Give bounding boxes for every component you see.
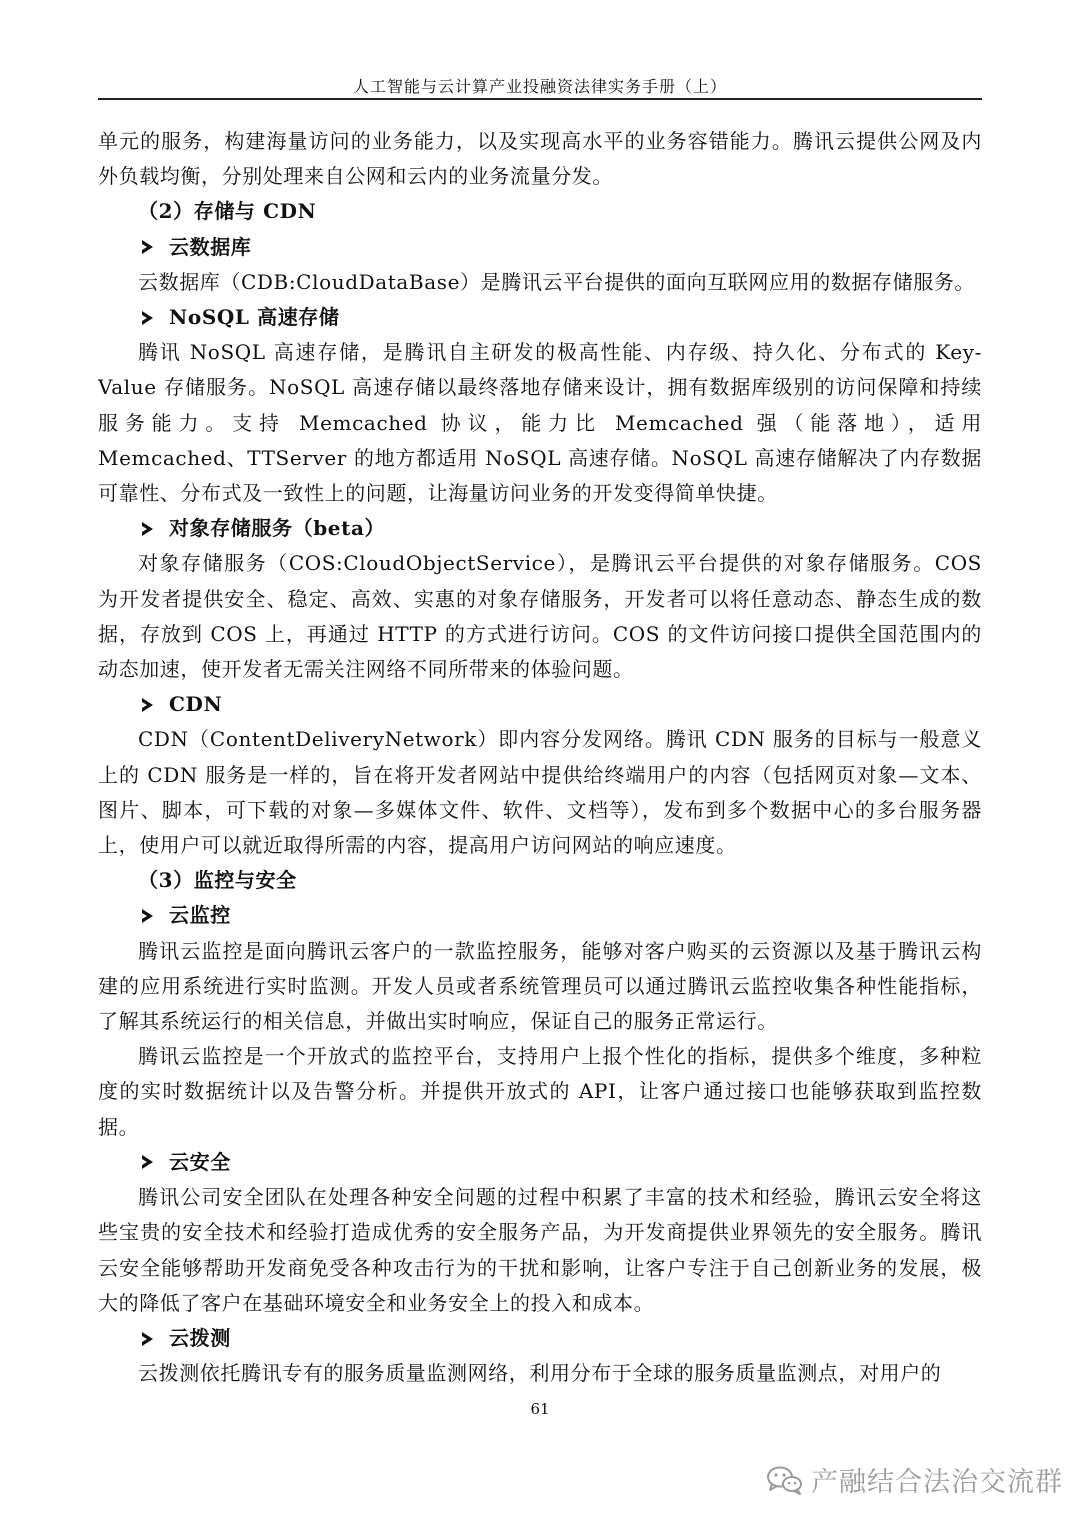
watermark bbox=[765, 1460, 1063, 1499]
subsection-heading-security bbox=[98, 1145, 982, 1180]
subsection-heading-label: NoSQL 高速存储 bbox=[169, 305, 340, 330]
subsection-heading-label: 云拨测 bbox=[169, 1325, 231, 1350]
paragraph: 云拨测依托腾讯专有的服务质量监测网络，利用分布于全球的服务质量监测点，对用户的 bbox=[138, 1361, 942, 1386]
page-number: 61 bbox=[530, 1400, 550, 1418]
paragraph: 单元的服务，构建海量访问的业务能力，以及实现高水平的业务容错能力。腾讯云提供公网及内外负载均衡，分别处理来自公网和云内的业务流量分发。 bbox=[98, 129, 982, 189]
subsection-heading-label: 云监控 bbox=[169, 903, 231, 928]
section-heading-monitor-security: （3）监控与安全 bbox=[138, 868, 297, 893]
watermark-text: 产融结合法治交流群 bbox=[811, 1467, 1063, 1498]
subsection-heading-label: CDN bbox=[169, 692, 223, 717]
subsection-heading-label: 对象存储服务（beta） bbox=[169, 516, 386, 541]
subsection-heading-clouddb bbox=[98, 230, 982, 265]
header-divider bbox=[98, 98, 982, 100]
subsection-heading-monitor bbox=[98, 898, 982, 933]
paragraph: 云数据库（CDB:CloudDataBase）是腾讯云平台提供的面向互联网应用的数据存储服务。 bbox=[138, 269, 976, 294]
arrow-bullet-icon bbox=[142, 1155, 153, 1169]
paragraph: 对象存储服务（COS:CloudObjectService），是腾讯云平台提供的对象存储服务。COS 为开发者提供安全、稳定、高效、实惠的对象存储服务，开发者可以将任意动态、静态生成的数据，存放到 COS 上，再通过 HTTP 的方式进行访问。COS 的文件访问接口提供全国范围内的动态加速，使开发者无需关注网络不同所带来的体验问题。 bbox=[98, 551, 982, 682]
wechat-icon bbox=[765, 1464, 805, 1496]
page-body bbox=[98, 124, 982, 1391]
subsection-heading-label: 云数据库 bbox=[169, 234, 252, 259]
paragraph: 腾讯云监控是面向腾讯云客户的一款监控服务，能够对客户购买的云资源以及基于腾讯云构建的应用系统进行实时监测。开发人员或者系统管理员可以通过腾讯云监控收集各种性能指标，了解其系统运行的相关信息，并做出实时响应，保证自己的服务正常运行。 bbox=[98, 938, 982, 1034]
arrow-bullet-icon bbox=[142, 311, 153, 325]
paragraph: 腾讯公司安全团队在处理各种安全问题的过程中积累了丰富的技术和经验，腾讯云安全将这些宝贵的安全技术和经验打造成优秀的安全服务产品，为开发商提供业界领先的安全服务。腾讯云安全能够帮助开发商免受各种攻击行为的干扰和影响，让客户专注于自己创新业务的发展，极大的降低了客户在基础环境安全和业务安全上的投入和成本。 bbox=[98, 1185, 982, 1315]
section-heading-storage-cdn: （2）存储与 CDN bbox=[138, 199, 317, 224]
paragraph: 腾讯云监控是一个开放式的监控平台，支持用户上报个性化的指标，提供多个维度，多种粒度的实时数据统计以及告警分析。并提供开放式的 API，让客户通过接口也能够获取到监控数据。 bbox=[98, 1044, 982, 1139]
arrow-bullet-icon bbox=[142, 909, 153, 923]
paragraph: 腾讯 NoSQL 高速存储，是腾讯自主研发的极高性能、内存级、持久化、分布式的 Key-Value 存储服务。NoSQL 高速存储以最终落地存储来设计，拥有数据库级别的访问保障和持续服务能力。支持 Memcached 协议，能力比 Memcached 强（能落地），适用 Memcached、TTServer 的地方都适用 NoSQL 高速存储。NoSQL 高速存储解决了内存数据可靠性、分布式及一致性上的问题，让海量访问业务的开发变得简单快捷。 bbox=[98, 340, 982, 506]
subsection-heading-cos bbox=[98, 511, 982, 546]
running-header: 人工智能与云计算产业投融资法律实务手册（上） bbox=[352, 77, 727, 96]
arrow-bullet-icon bbox=[142, 522, 153, 536]
subsection-heading-dial bbox=[98, 1321, 982, 1356]
arrow-bullet-icon bbox=[142, 1332, 153, 1346]
arrow-bullet-icon bbox=[142, 698, 153, 712]
subsection-heading-nosql bbox=[98, 300, 982, 335]
paragraph: CDN（ContentDeliveryNetwork）即内容分发网络。腾讯 CDN 服务的目标与一般意义上的 CDN 服务是一样的，旨在将开发者网站中提供给终端用户的内容（包括网页对象—文本、图片、脚本，可下载的对象—多媒体文件、软件、文档等），发布到多个数据中心的多台服务器上，使用户可以就近取得所需的内容，提高用户访问网站的响应速度。 bbox=[98, 727, 982, 858]
subsection-heading-cdn bbox=[98, 687, 982, 722]
subsection-heading-label: 云安全 bbox=[169, 1149, 231, 1174]
arrow-bullet-icon bbox=[142, 240, 153, 254]
